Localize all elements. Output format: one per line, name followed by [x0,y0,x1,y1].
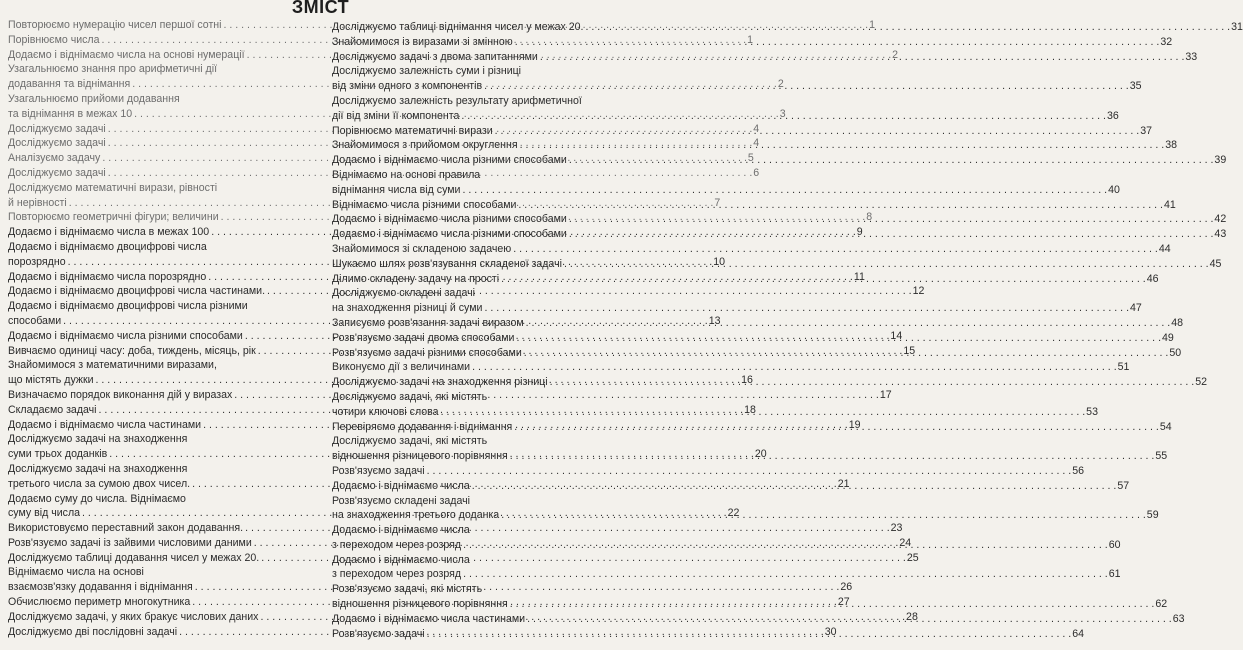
toc-entry-text: Знайомимося із виразами зі змінною [332,35,513,48]
toc-entry-text: Узагальнюємо прийоми додавання [8,92,180,105]
toc-entry-line [8,565,313,580]
toc-entry-text: Досліджуємо залежність результату арифметичної [332,94,582,107]
dot-leader [514,331,1161,346]
toc-page-number: 17 [879,388,892,401]
toc-entry-text: Розв'язуємо задачі [332,627,425,640]
toc-entry-line [332,138,1177,153]
toc-entry-line [8,181,313,196]
toc-entry-text: Додаємо і віднімаємо числа різними способами [332,213,567,226]
dot-leader [425,627,1072,642]
toc-page-number: 41 [1164,198,1176,211]
toc-entry-line [332,227,1227,242]
toc-entry-line [332,464,1085,479]
toc-entry-line [8,358,313,373]
toc-entry-text: Додаємо і віднімаємо числа частинами [332,612,526,625]
toc-entry-text: з переходом через розряд [332,568,462,581]
toc-page-number: 26 [840,581,853,594]
toc-entry-text: Досліджуємо задачі на знаходження [8,462,188,475]
toc-entry-line [332,286,636,301]
toc-entry-text: Додаємо і віднімаємо числа різними способами [332,154,567,167]
toc-entry[interactable] [332,360,1130,375]
toc-entry-line [332,582,636,597]
dot-leader [425,464,1072,479]
toc-entry-line [332,168,636,183]
toc-entry-line [8,299,313,314]
toc-entry[interactable] [332,153,1227,168]
toc-entry-text: Досліджуємо дві послідовні задачі [8,625,178,638]
toc-entry-text: Досліджуємо математичні вирази, рівності [8,181,218,194]
toc-page-number: 51 [1117,361,1130,374]
toc-entry-line [332,434,636,449]
toc-entry-text: Віднімаємо числа різними способами [332,198,517,211]
toc-entry-text: відношення різницевого порівняння [332,450,508,463]
toc-entry-text: Розв'язуємо задачі двома способами [332,331,515,344]
toc-entry-line [8,240,313,255]
toc-entry-text: Використовуємо переставний закон додавання. [8,522,244,535]
toc-entry-text: Досліджуємо задачі, у яких бракує числових даних [8,610,259,623]
toc-entry-text: Досліджуємо задачі з двома запитаннями [332,50,538,63]
toc-page-number: 11 [853,270,865,283]
toc-entry-line [332,494,636,509]
dot-leader [516,198,1163,213]
toc-entry-text: Досліджуємо задачі, які містять [332,435,488,448]
dot-leader [470,360,1117,375]
toc-entry-text: Аналізуємо задачу [8,152,101,165]
toc-entry-text: від зміни одного з компонентів [332,80,483,93]
toc-page-number: 60 [1108,538,1121,551]
dot-leader [518,138,1165,153]
toc-page-number: 7 [714,196,721,209]
toc-page-number: 55 [1155,450,1168,463]
toc-page-number: 63 [1172,612,1185,625]
toc-entry-text: Записуємо розв'язання задачі виразом [332,316,524,329]
toc-entry[interactable] [332,94,1119,124]
toc-entry-text: Додаємо і віднімаємо двоцифрові числа частинами. [8,285,266,298]
toc-entry-text: Додаємо і віднімаємо числа [332,553,470,566]
toc-entry-line [332,64,636,79]
dot-leader [493,124,1140,139]
dot-leader [513,35,1160,50]
dot-leader [499,508,1146,523]
toc-entry[interactable] [332,168,1120,198]
toc-entry-line [332,35,1173,50]
dot-leader [482,301,1129,316]
toc-page-number: 27 [837,596,850,609]
toc-entry-line [332,567,1121,582]
toc-entry-text: Знайомимося зі складеною задачею [332,242,512,255]
toc-entry-line [332,124,1153,139]
dot-leader [524,316,1171,331]
toc-entry-text: Додаємо і віднімаємо числа різними способами [8,329,243,342]
dot-leader [567,212,1214,227]
toc-page-number: 25 [906,551,919,564]
toc-entry-text: Віднімаємо на основі правила [332,168,481,181]
toc-entry-text: Додаємо і віднімаємо двоцифрові числа [8,240,207,253]
toc-entry-line [332,301,1142,316]
toc-page-number: 40 [1108,183,1120,196]
toc-page-number: 44 [1158,242,1171,255]
toc-page-number: 36 [1106,109,1119,122]
toc-page-number: 2 [892,48,899,61]
toc-entry-line [332,242,1171,257]
dot-leader [439,405,1086,420]
toc-page-number: 49 [1162,331,1174,344]
toc-page-number: 1 [747,33,754,46]
toc-page-number: 57 [1117,479,1130,492]
toc-entry-text: Розв'язуємо задачі із зайвими числовими даними [8,536,252,549]
toc-page-number: 24 [899,536,912,549]
toc-entry-text: Розв'язуємо задачі [332,464,425,477]
toc-entry[interactable] [332,198,1176,213]
toc-entry-text: Порівнюємо математичні вирази [332,124,493,137]
toc-page-number: 21 [837,477,850,490]
dot-leader [522,346,1169,361]
dot-leader [548,375,1195,390]
toc-entry-text: віднімання числа від суми [332,183,461,196]
toc-page-number: 28 [906,610,918,623]
toc-entry-text: Обчислюємо периметр многокутника [8,596,191,609]
toc-entry-line [332,153,1227,168]
toc-entry-line [332,553,636,568]
toc-page-number: 39 [1214,154,1227,167]
toc-entry-text: третього числа за сумою двох чисел. [8,477,191,490]
toc-entry-text: Додаємо і віднімаємо числа в межах 100 [8,226,210,239]
toc-entry[interactable] [332,227,1227,242]
toc-entry-text: Визначаємо порядок виконання дій у виразах [8,388,233,401]
toc-page-number: 5 [747,152,754,165]
toc-entry-text: на знаходження різниці й суми [332,302,483,315]
toc-entry-text: суму від числа [8,507,81,520]
toc-page-number: 62 [1155,598,1168,611]
toc-page-number: 42 [1214,213,1227,226]
toc-entry-text: Ділимо складену задачу на прості [332,272,500,285]
toc-page-number: 47 [1130,302,1142,315]
toc-entry-text: Повторюємо геометричні фігури; величини [8,211,219,224]
toc-entry-line [8,492,313,507]
toc-entry[interactable] [332,242,1171,257]
toc-entry-text: Розв'язуємо задачі, які містять [332,583,483,596]
toc-page-number: 33 [1185,50,1198,63]
toc-entry-text: Виконуємо дії з величинами [332,361,471,374]
toc-entry-text: що містять дужки [8,374,94,387]
toc-entry-text: Узагальнюємо знання про арифметичні дії [8,63,218,76]
toc-entry-text: додавання та віднімання [8,78,131,91]
toc-entry-text: й нерівності [8,196,67,209]
toc-entry-text: Досліджуємо задачі на знаходження [8,433,188,446]
toc-entry-text: Додаємо і віднімаємо числа порозрядно [8,270,207,283]
toc-entry[interactable] [332,50,1198,65]
toc-page-number: 32 [1160,35,1173,48]
toc-page-number: 43 [1214,228,1227,241]
dot-leader [511,242,1158,257]
dot-leader [461,567,1108,582]
toc-entry-text: Розв'язуємо задачі різними способами [332,346,522,359]
toc-entry-text: Досліджуємо задачі [8,122,106,135]
toc-page-number: 6 [753,166,760,179]
toc-entry-line [8,462,313,477]
toc-entry-line [332,183,1120,198]
toc-entry-text: Розв'язуємо складені задачі [332,494,470,507]
toc-entry-line [8,62,313,77]
toc-page-number: 10 [713,255,725,268]
dot-leader [508,449,1155,464]
toc-page-number: 52 [1195,376,1207,389]
toc-entry-text: та віднімання в межах 10 [8,107,133,120]
toc-entry-text: Додаємо і віднімаємо числа [332,479,470,492]
toc-entry-line [332,109,1119,124]
toc-page-number: 22 [727,507,740,520]
toc-page-number: 14 [890,329,903,342]
toc-page-number: 13 [708,314,721,327]
toc-entry[interactable] [332,124,1153,139]
toc-entry-text: Досліджуємо таблиці додавання чисел у межах 20. [8,551,260,564]
toc-entry-text: Досліджуємо задачі [8,166,106,179]
toc-entry-text: взаємозв'язку додавання і віднімання [8,581,193,594]
toc-page-number: 53 [1086,405,1098,418]
toc-entry-text: Додаємо і віднімаємо числа на основі нумерації [8,48,245,61]
toc-page-number: 64 [1072,627,1085,640]
toc-page-number: 9 [856,226,863,239]
page-title: ЗМІСТ [291,0,350,17]
dot-leader [482,79,1129,94]
toc-page-number: 38 [1165,139,1177,152]
toc-page-number: 45 [1209,257,1222,270]
toc-entry-text: дії від зміни її компонента [332,109,460,122]
toc-entry-text: Досліджуємо задачі на знаходження різниці [332,376,548,389]
dot-leader [512,420,1159,435]
toc-entry-text: Досліджуємо таблиці віднімання чисел у межах 20. [332,21,584,33]
dot-leader [525,612,1172,627]
toc-entry-text: чотири ключові слова [332,405,439,418]
toc-entry-text: Повторюємо нумерацію чисел першої сотні [8,19,222,31]
toc-page-number: 3 [779,107,786,120]
toc-page-number: 50 [1169,346,1182,359]
toc-entry-text: Знайомимося з прийомом округлення [332,139,518,152]
dot-leader [562,257,1209,272]
toc-page-number: 61 [1108,568,1121,581]
toc-entry-text: Додаємо і віднімаємо двоцифрові числа різними [8,300,248,313]
toc-entry-line [8,92,313,107]
toc-page-number: 31 [1231,21,1243,33]
toc-entry-text: Досліджуємо залежність суми і різниці [332,65,522,78]
dot-leader [470,479,1117,494]
toc-entry-text: Додаємо і віднімаємо числа частинами [8,418,202,431]
toc-entry-text: порозрядно [8,255,66,268]
toc-entry-line [332,94,636,109]
toc-page-number: 18 [744,403,756,416]
toc-page-number: 19 [848,418,861,431]
toc-entry-text: з переходом через розряд [332,538,462,551]
toc-entry-line [8,432,313,447]
toc-page-number: 20 [754,448,767,461]
toc-entry-text: Досліджуємо задачі, які містять [332,390,488,403]
toc-entry-line [332,20,1243,35]
dot-leader [459,109,1106,124]
toc-page-number: 4 [753,137,760,150]
toc-entry-text: суми трьох доданків [8,448,108,461]
toc-entry-line [332,390,636,405]
toc-page-number: 1 [869,19,876,31]
toc-entry-text: Вивчаємо одиниці часу: доба, тиждень, місяць, рік [8,344,256,357]
toc-entry-line [332,360,1130,375]
toc-entry[interactable] [332,64,1142,94]
toc-page-number: 54 [1159,420,1172,433]
toc-entry-text: Віднімаємо числа на основі [8,566,144,579]
toc-entry-line [332,79,1142,94]
toc-entry-text: Порівнюємо числа [8,33,100,46]
toc-entry-text: на знаходження третього доданка [332,509,500,522]
toc-page-number: 30 [824,625,837,638]
dot-leader [567,153,1214,168]
toc-page-number: 46 [1146,272,1159,285]
dot-leader [461,538,1108,553]
toc-entry-text: Складаємо задачі [8,403,97,416]
toc-entry-text: Досліджуємо складені задачі [332,287,476,300]
toc-page-number: 15 [903,344,916,357]
toc-entry-text: Додаємо і віднімаємо числа різними способами [332,228,567,241]
dot-leader [567,227,1214,242]
toc-page-number: 48 [1171,316,1184,329]
toc-entry[interactable] [332,212,1227,227]
toc-page-number: 56 [1072,464,1085,477]
toc-entry-line [332,212,1227,227]
toc-page-number: 8 [866,211,873,224]
toc-entry[interactable] [332,20,1243,35]
toc-entry-line [332,50,1198,65]
toc-page-number: 35 [1129,80,1142,93]
toc-entry-text: Перевіряємо додавання і віднімання [332,420,513,433]
toc-entry-text: Знайомимося з математичними виразами, [8,359,217,372]
dot-leader [499,272,1146,287]
dot-leader [583,20,1230,35]
dot-leader [508,597,1155,612]
toc-entry-text: Додаємо суму до числа. Віднімаємо [8,492,186,505]
toc-entry-text: відношення різницевого порівняння [332,598,508,611]
toc-entry-line [332,523,636,538]
toc-page-number: 59 [1146,509,1159,522]
dot-leader [460,183,1107,198]
dot-leader [538,50,1185,65]
toc-page-number: 2 [777,78,784,91]
toc-page-number: 23 [890,522,903,535]
toc-page-number: 4 [753,122,760,135]
toc-entry[interactable] [332,138,1177,153]
toc-entry-text: Досліджуємо задачі [8,137,106,150]
toc-entry-text: Шукаємо шлях розв'язування складеної задачі [332,257,562,270]
toc-page-number: 16 [741,374,753,387]
toc-entry-text: способами [8,314,62,327]
toc-page-number: 12 [912,285,925,298]
toc-page-number: 37 [1140,124,1153,137]
toc-entry-line [332,198,1176,213]
toc-entry-text: Додаємо і віднімаємо числа [332,524,470,537]
toc-entry[interactable] [332,35,1173,50]
toc-entry[interactable] [332,464,1085,479]
